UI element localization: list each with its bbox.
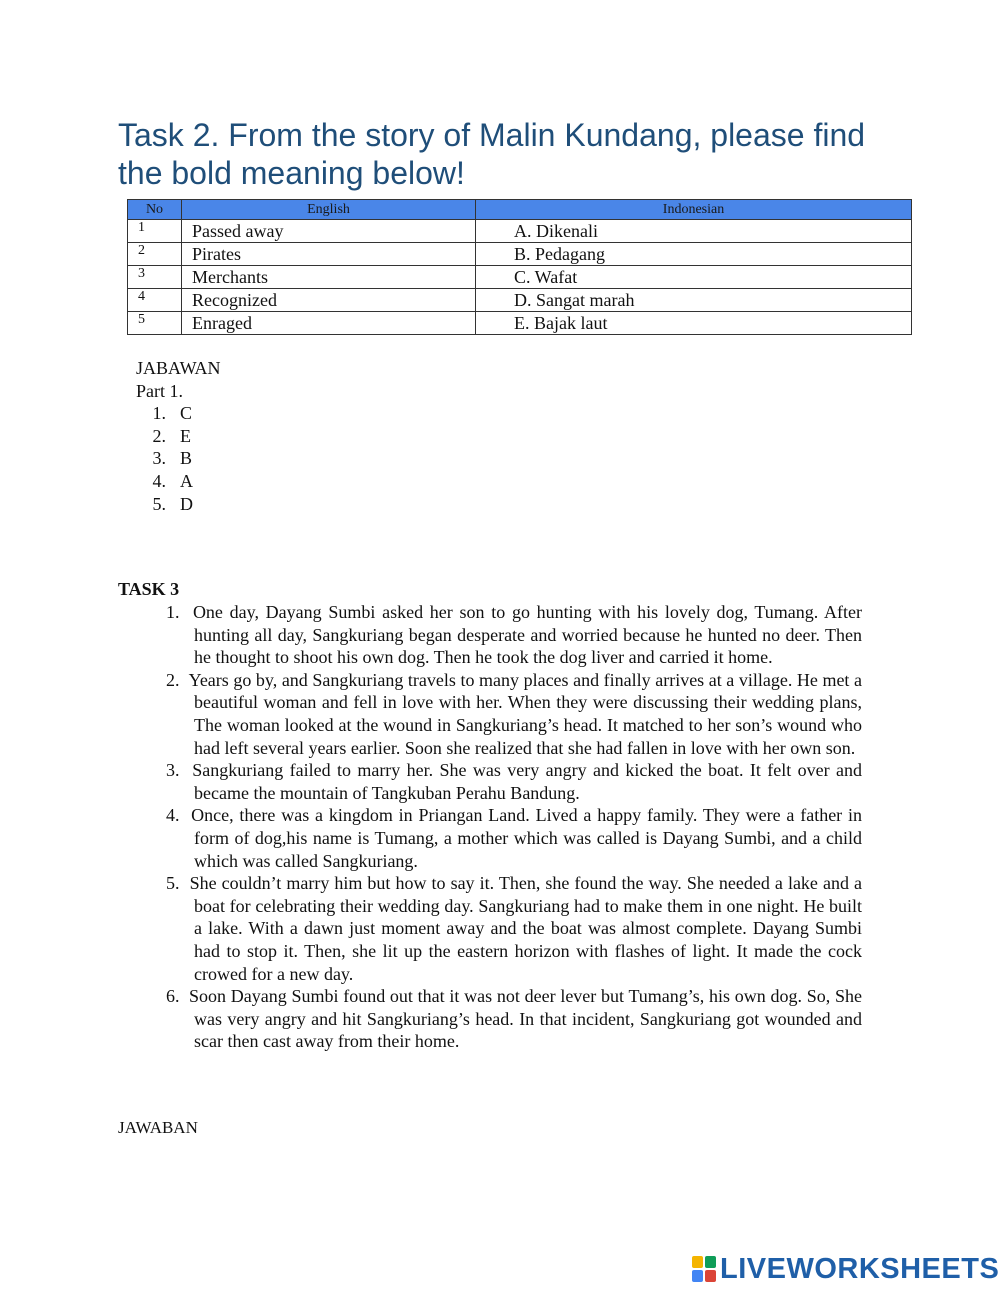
table-row xyxy=(128,243,912,266)
indonesian-option: B. Pedagang xyxy=(476,243,912,266)
indonesian-option: A. Dikenali xyxy=(476,220,912,243)
story-paragraph xyxy=(162,669,862,759)
story-paragraph xyxy=(162,601,862,669)
paragraph-text: Once, there was a kingdom in Priangan Land. Lived a happy family. They were a father in form of dog,his name is Tumang, a mother which was called is Dayang Sumbi, and a child which was called Sangkuriang. xyxy=(191,805,862,871)
jawaban-label: JAWABAN xyxy=(118,1118,198,1137)
row-number: 1 xyxy=(128,220,182,243)
answers-heading: JABAWAN xyxy=(136,358,221,378)
answers-part-label: Part 1. xyxy=(136,380,183,401)
answer-letter: A xyxy=(180,470,193,491)
paragraph-text: One day, Dayang Sumbi asked her son to go hunting with his lovely dog, Tumang. After hunting all day, Sangkuriang began desperate and worried because he hunted no deer. Then he thought to shoot his own dog. Then he took the dog liver and carried it home. xyxy=(192,602,862,668)
paragraph-number: 4. xyxy=(166,805,180,826)
indonesian-option: E. Bajak laut xyxy=(476,312,912,335)
story-paragraph xyxy=(162,759,862,804)
row-number: 2 xyxy=(128,243,182,266)
paragraph-number: 1. xyxy=(166,602,180,622)
paragraph-number: 2. xyxy=(166,669,180,690)
paragraph-text: Soon Dayang Sumbi found out that it was not deer lever but Tumang’s, his own dog. So, She was very angry and hit Sangkuriang’s head. In that incident, Sangkuriang got wounded and scar then cast away from their home. xyxy=(188,986,863,1052)
story-paragraph xyxy=(162,985,862,1053)
column-header-english: English xyxy=(182,200,476,220)
table-row xyxy=(128,312,912,335)
answers-list xyxy=(136,402,221,515)
english-word: Enraged xyxy=(182,312,476,335)
column-header-no: No xyxy=(128,200,182,220)
paragraph-text: Years go by, and Sangkuriang travels to many places and finally arrives at a village. He met a beautiful woman and fell in love with her. When they were discussing their wedding plans, The woman looked at the wound in Sangkuriang’s head. It matched to her son’s wound who had left several years earlier. Soon she realized that she had fallen in love with her own son. xyxy=(188,669,862,758)
liveworksheets-logo xyxy=(692,1254,999,1284)
answer-number: 5. xyxy=(152,493,166,514)
english-word: Merchants xyxy=(182,266,476,289)
list-item xyxy=(136,470,221,493)
row-number: 4 xyxy=(128,289,182,312)
answer-letter: C xyxy=(180,403,193,424)
table-row xyxy=(128,220,912,243)
answer-number: 2. xyxy=(152,425,166,446)
table-row xyxy=(128,266,912,289)
logo-wordmark: LIVEWORKSHEETS xyxy=(720,1253,1000,1285)
logo-blocks-icon xyxy=(692,1256,716,1282)
answer-number: 4. xyxy=(152,470,166,491)
story-paragraph xyxy=(162,804,862,872)
paragraph-number: 3. xyxy=(166,760,180,781)
list-item xyxy=(136,447,221,470)
list-item xyxy=(136,493,221,516)
answers-section xyxy=(136,357,221,515)
list-item xyxy=(136,425,221,448)
paragraph-number: 5. xyxy=(166,873,180,894)
answer-letter: B xyxy=(180,448,193,469)
answer-number: 1. xyxy=(152,403,166,424)
paragraph-number: 6. xyxy=(166,986,180,1007)
answer-letter: D xyxy=(180,493,193,514)
row-number: 5 xyxy=(128,312,182,335)
indonesian-option: C. Wafat xyxy=(476,266,912,289)
story-paragraph xyxy=(162,872,862,985)
task2-title: Task 2. From the story of Malin Kundang, please find the bold meaning below! xyxy=(118,117,866,191)
answer-number: 3. xyxy=(152,448,166,469)
indonesian-option: D. Sangat marah xyxy=(476,289,912,312)
vocabulary-table xyxy=(127,199,912,335)
paragraph-text: She couldn’t marry him but how to say it. Then, she found the way. She needed a lake and a boat for celebrating their wedding day. Sangkuriang had to make them in one night. He built a lake. With a dawn just moment away and the boat was almost complete. Dayang Sumbi had to stop it. Then, she lit up the eastern horizon with flashes of light. It made the cock crowed for a new day. xyxy=(189,873,862,984)
table-row xyxy=(128,289,912,312)
answer-letter: E xyxy=(180,425,191,446)
list-item xyxy=(136,402,221,425)
paragraph-text: Sangkuriang failed to marry her. She was very angry and kicked the boat. It felt over and became the mountain of Tangkuban Perahu Bandung. xyxy=(192,760,862,803)
english-word: Pirates xyxy=(182,243,476,266)
row-number: 3 xyxy=(128,266,182,289)
column-header-indonesian: Indonesian xyxy=(476,200,912,220)
task3-heading: TASK 3 xyxy=(118,579,180,599)
english-word: Recognized xyxy=(182,289,476,312)
table-header-row xyxy=(128,200,912,220)
task3-story-list xyxy=(162,601,862,1053)
english-word: Passed away xyxy=(182,220,476,243)
